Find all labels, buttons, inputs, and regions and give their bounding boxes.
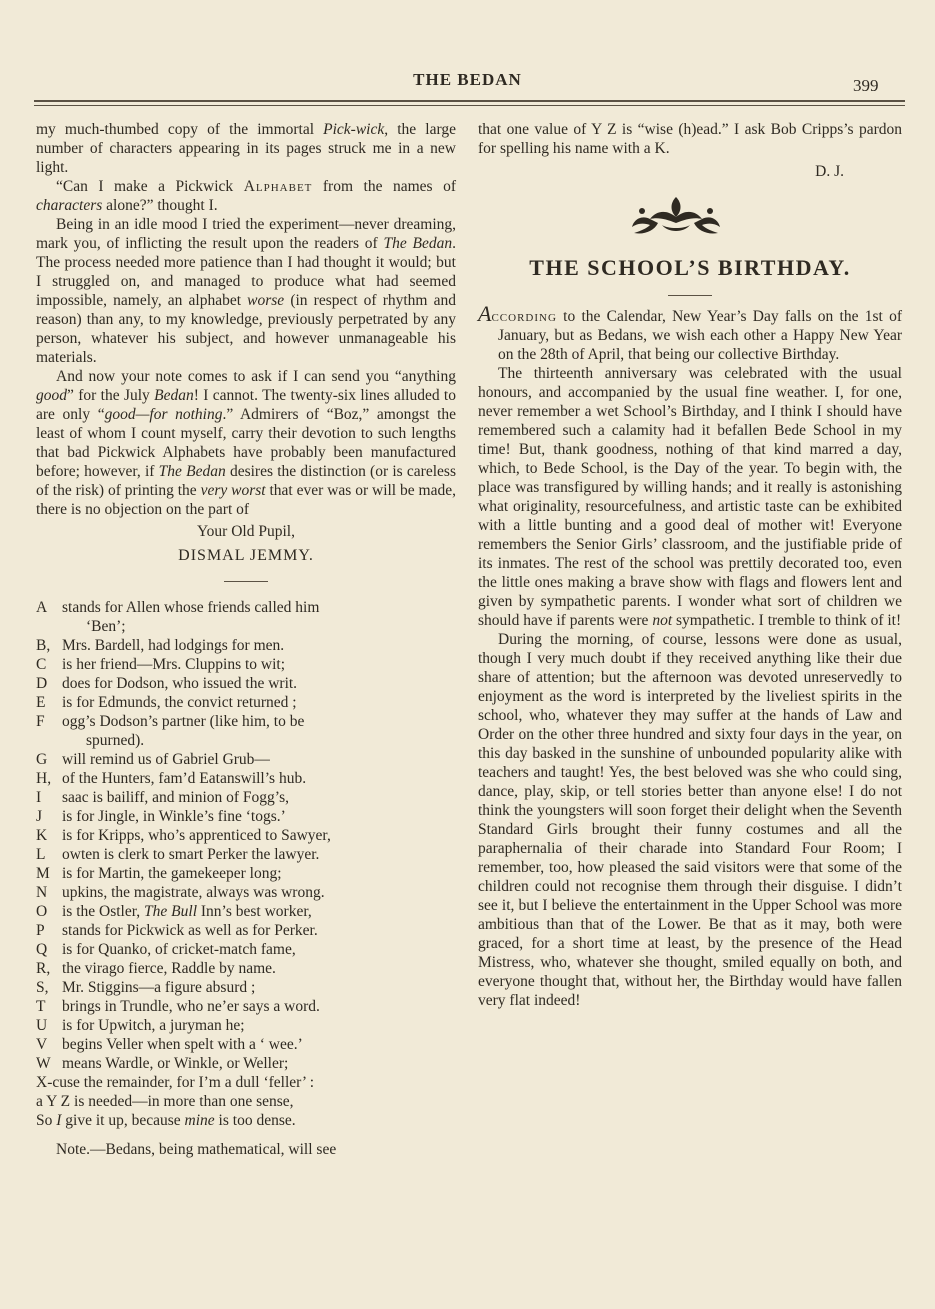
alphabet-line: C is her friend—Mrs. Cluppins to wit; <box>36 656 286 673</box>
paragraph: And now your note comes to ask if I can send you “anything good” for the July Bedan! I cannot. The twenty-six lines alluded to are only “good—for nothing.” Admirers of “Boz,” amongst the least of whom I count myself, carry their devotion to such lengths that bad Pickwick Alphabets have probably been manufactured before; however, if The Bedan desires the distinction (or is careless of the risk) of printing the very worst that ever was or will be made, there is no objection on the part of <box>36 368 456 518</box>
paragraph: my much-thumbed copy of the immortal Pick-wick, the large number of characters appearing in its pages struck me in a new light. <box>36 121 456 176</box>
alphabet-line: O is the Ostler, The Bull Inn’s best worker, <box>36 903 312 920</box>
alphabet-line: U is for Upwitch, a juryman he; <box>36 1017 245 1034</box>
paragraph: The thirteenth anniversary was celebrated with the usual honours, and accompanied by the usual fine weather. I, for one, never remember a wet School’s Birthday, and I think I should have remembered such a calamity had it befallen Bede School in my time! But, thank goodness, nothing of that kind marred a day, which, to Bede School, is the Day of the year. To begin with, the place was transfigured by willing hands; and it really is astonishing what originality, resourcefulness, and artistic taste can be exhibited with a little bunting and a good deal of mother wit! Everyone remembers the Senior Girls’ classroom, and the justifiable pride of its inmates. The rest of the school was prettily decorated too, even the little ones making a brave show with flags and flowers lent and given by sympathetic parents. I wonder what sort of children we should have if parents were not sympathetic. I tremble to think of it! <box>478 365 902 630</box>
alphabet-line: W means Wardle, or Winkle, or Weller; <box>36 1055 289 1072</box>
alphabet-line: Q is for Quanko, of cricket-match fame, <box>36 941 296 958</box>
alphabet-line: So I give it up, because mine is too dense. <box>36 1112 296 1129</box>
paragraph: Being in an idle mood I tried the experiment—never dreaming, mark you, of inflicting the result upon the readers of The Bedan. The process needed more patience than I had thought it would; but I struggled on, and managed to produce what had seemed impossible, namely, an alphabet worse (in respect of rhythm and reason) than any, to my knowledge, previously perpetrated by any person, whatever his subject, and however unmanageable his materials. <box>36 216 456 366</box>
alphabet-line: D does for Dodson, who issued the writ. <box>36 675 298 692</box>
alphabet-line-continued: spurned). <box>86 732 145 749</box>
alphabet-line: T brings in Trundle, who ne’er says a word. <box>36 998 320 1015</box>
alphabet-line: J is for Jingle, in Winkle’s fine ‘togs.’ <box>36 808 286 825</box>
running-title: THE BEDAN <box>413 70 522 89</box>
alphabet-line: V begins Veller when spelt with a ‘ wee.’ <box>36 1036 303 1053</box>
divider <box>224 581 268 582</box>
author-initials: D. J. <box>815 163 844 180</box>
alphabet-line: K is for Kripps, who’s apprenticed to Sawyer, <box>36 827 331 844</box>
right-column <box>478 120 902 1010</box>
alphabet-line: a Y Z is needed—in more than one sense, <box>36 1093 294 1110</box>
signoff: Your Old Pupil, <box>197 523 295 540</box>
divider <box>668 295 712 296</box>
alphabet-line: F ogg’s Dodson’s partner (like him, to be <box>36 713 305 730</box>
alphabet-line: H, of the Hunters, fam’d Eatanswill’s hub. <box>36 770 307 787</box>
paragraph: “Can I make a Pickwick Alphabet from the names of characters alone?” thought I. <box>36 178 457 214</box>
alphabet-line: R, the virago fierce, Raddle by name. <box>36 960 276 977</box>
note-paragraph: Note.—Bedans, being mathematical, will see <box>56 1141 337 1158</box>
section-title: THE SCHOOL’S BIRTHDAY. <box>529 255 851 280</box>
alphabet-line: S, Mr. Stiggins—a figure absurd ; <box>36 979 256 996</box>
page-number: 399 <box>853 76 879 95</box>
alphabet-line: X-cuse the remainder, for I’m a dull ‘feller’ : <box>36 1074 315 1091</box>
alphabet-line: L owten is clerk to smart Perker the lawyer. <box>36 846 320 863</box>
paragraph: During the morning, of course, lessons were done as usual, though I very much doubt if they received anything like their due share of attention; but the afternoon was devoted unreservedly to enjoyment as the word is interpreted by the liveliest spirits in the school, who, whatever they may suffer at the hands of Law and Order on the other three hundred and sixty four days in the year, on this day basked in the sunshine of unbounded popularity alike with teachers and taught! Yes, the best beloved was she who could sing, dance, play, skip, or tell stories better than anyone else! I do not think the youngsters will soon forget their delight when the Seventh Standard Girls brought their funny costumes and all the paraphernalia of their charade into Standard Four Room; I remember, too, how pleased the said visitors were that some of the children could not recognise them through their disguise. I didn’t see it, but I believe the entertainment in the Upper School was more ambitious than that of the Lower. Be that as it may, both were graced, for a short time at least, by the presence of the Head Mistress, who, whatever she thought, smiled equally on both, and everyone thought that, without her, the Birthday would have fallen very flat indeed! <box>478 631 902 1010</box>
header-rule <box>34 100 905 106</box>
paragraph: According to the Calendar, New Year’s Day falls on the 1st of January, but as Bedans, we wish each other a Happy New Year on the 28th of April, that being our collective Birthday. <box>478 301 902 364</box>
paragraph: that one value of Y Z is “wise (h)ead.” I ask Bob Cripps’s pardon for spelling his name with a K. <box>478 121 902 157</box>
alphabet-line: P stands for Pickwick as well as for Perker. <box>36 922 318 939</box>
alphabet-line: A stands for Allen whose friends called him <box>36 599 320 616</box>
alphabet-line: E is for Edmunds, the convict returned ; <box>36 694 297 711</box>
alphabet-line: N upkins, the magistrate, always was wrong. <box>36 884 325 901</box>
pickwick-alphabet <box>36 598 456 1130</box>
signoff-name: DISMAL JEMMY. <box>178 547 314 564</box>
left-column <box>36 120 456 1159</box>
alphabet-line: M is for Martin, the gamekeeper long; <box>36 865 282 882</box>
alphabet-line: G will remind us of Gabriel Grub— <box>36 751 270 768</box>
alphabet-line-continued: ‘Ben’; <box>86 618 126 635</box>
alphabet-line: I saac is bailiff, and minion of Fogg’s, <box>36 789 290 806</box>
alphabet-line: B, Mrs. Bardell, had lodgings for men. <box>36 637 285 654</box>
decorative-ornament <box>626 189 726 239</box>
